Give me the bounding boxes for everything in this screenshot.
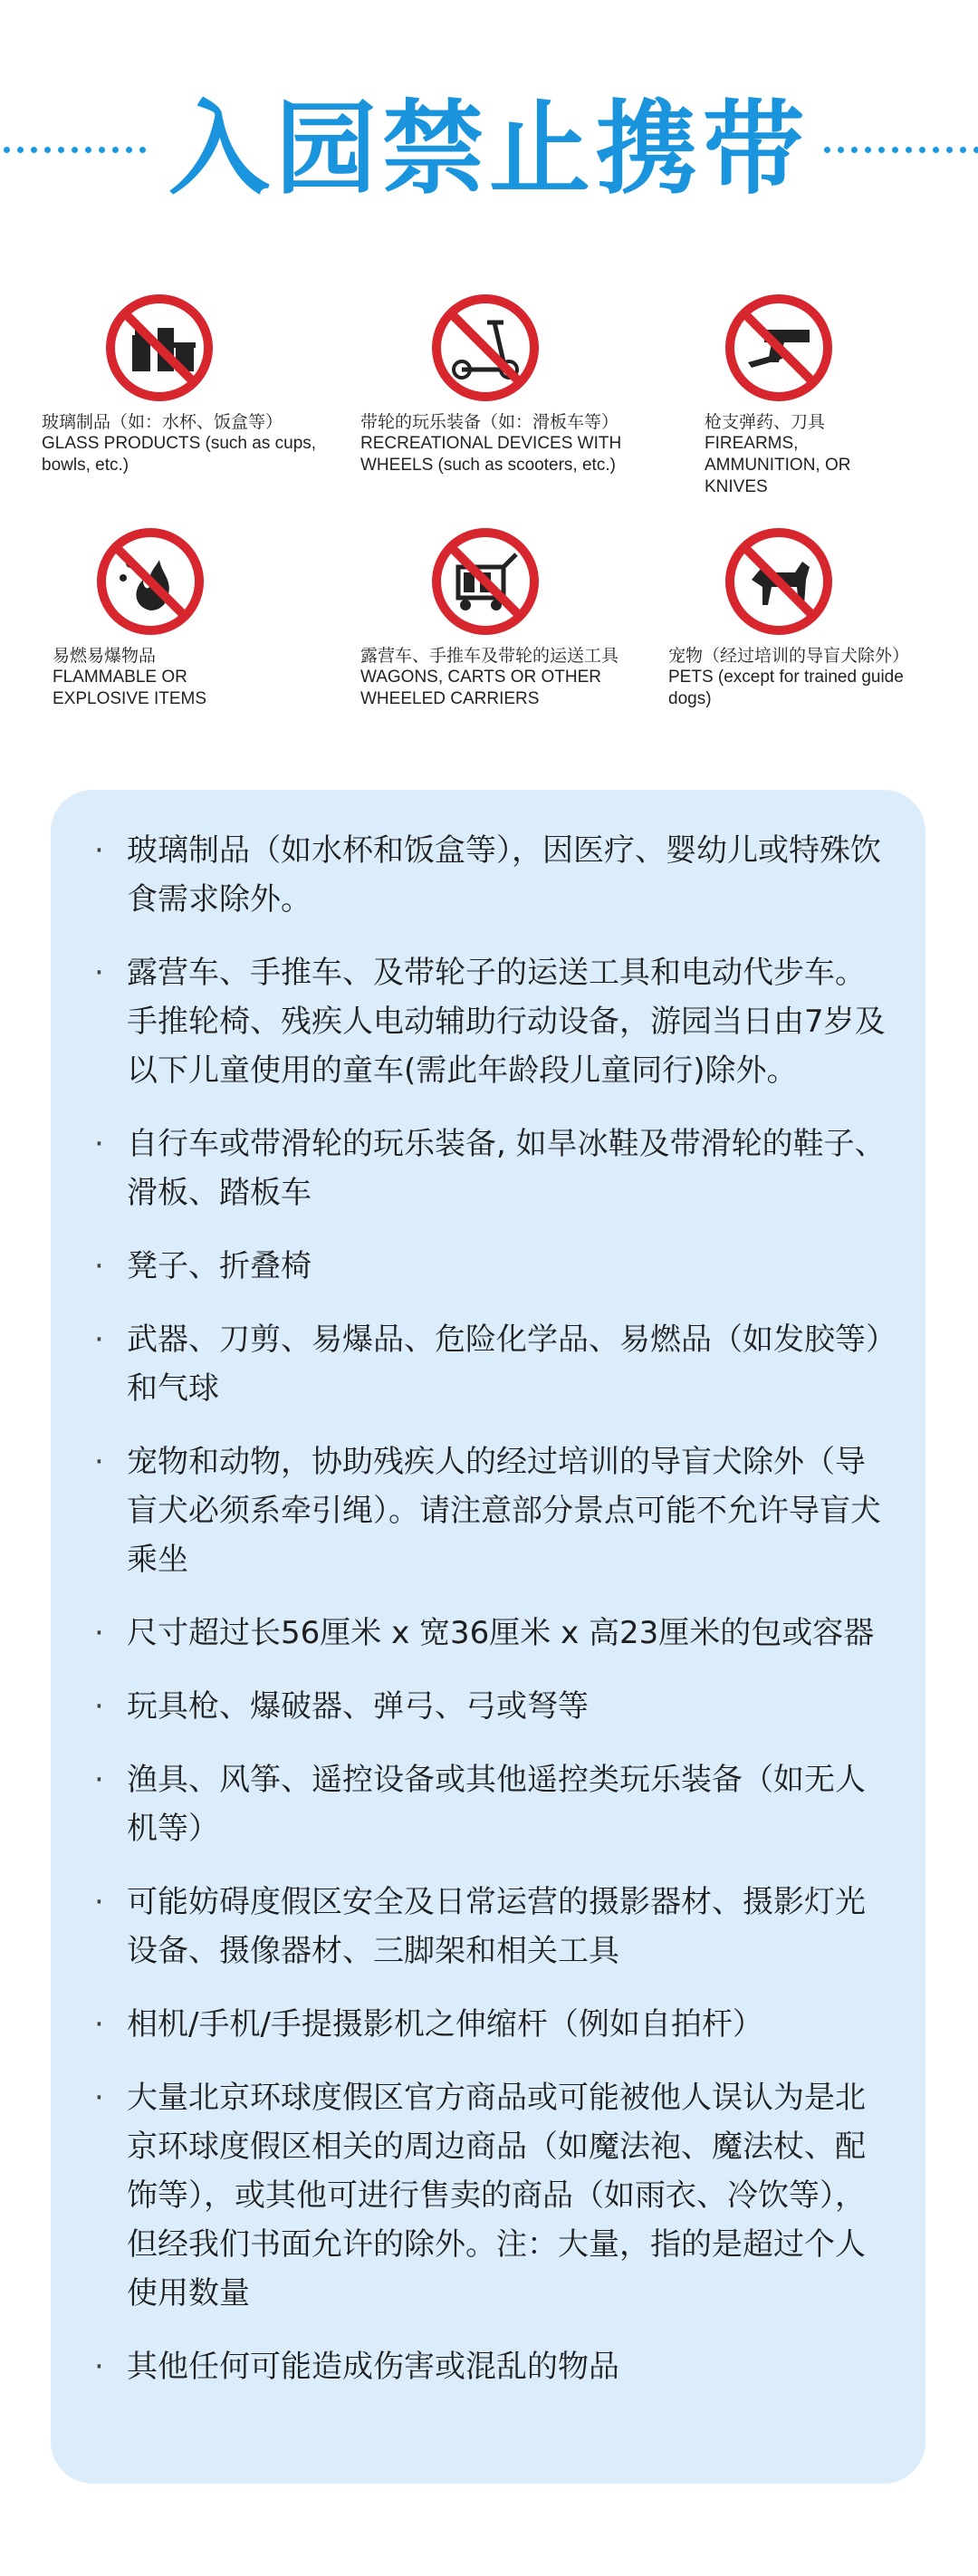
decorative-dot <box>960 147 966 153</box>
decorative-dot <box>72 147 78 153</box>
bullet-dot: · <box>94 832 104 869</box>
sign-pets <box>668 527 940 710</box>
decorative-dot <box>906 147 912 153</box>
gun-knife-prohibited-icon <box>724 293 833 402</box>
list-item-text: 玻璃制品（如水杯和饭盒等），因医疗、婴幼儿或特殊饮食需求除外。 <box>127 832 881 918</box>
list-item <box>51 1755 925 1853</box>
page-title: 入园禁止携带 <box>168 91 810 208</box>
prohibited-items-list <box>51 826 925 2416</box>
bullet-dot: · <box>94 2349 104 2385</box>
bullet-dot: · <box>94 1248 104 1284</box>
sign-label-en: FLAMMABLE OR EXPLOSIVE ITEMS <box>53 668 206 708</box>
bullet-dot: · <box>94 1444 104 1480</box>
bullet-dot: · <box>94 1322 104 1358</box>
sign-label-en: PETS (except for trained guide dogs) <box>668 668 904 708</box>
list-item-text: 大量北京环球度假区官方商品或可能被他人误认为是北京环球度假区相关的周边商品（如魔法袍、魔法杖、配饰等），或其他可进行售卖的商品（如雨衣、冷饮等），但经我们书面允许的除外。注：大量，指的是超过个人使用数量 <box>127 2080 866 2312</box>
bullet-dot: · <box>94 1884 104 1920</box>
list-item <box>51 948 925 1095</box>
sign-label-en: GLASS PRODUCTS (such as cups, bowls, etc.) <box>42 434 317 475</box>
list-item <box>51 1609 925 1658</box>
wagon-cart-prohibited-icon <box>431 527 540 636</box>
bullet-dot: · <box>94 1688 104 1725</box>
sign-label-en: RECREATIONAL DEVICES WITH WHEELS (such as scooters, etc.) <box>360 434 622 475</box>
list-item-text: 凳子、折叠椅 <box>127 1248 312 1284</box>
bullet-dot: · <box>94 1615 104 1651</box>
decorative-dot <box>973 147 978 153</box>
decorative-dot <box>824 147 830 153</box>
list-item <box>51 2000 925 2049</box>
decorative-dot <box>838 147 844 153</box>
flammable-prohibited-icon <box>96 527 205 636</box>
bullet-dot: · <box>94 2080 104 2116</box>
sign-wagons-carts <box>360 527 650 710</box>
sign-label-cn: 枪支弹药、刀具 <box>705 412 826 432</box>
list-item <box>51 1682 925 1731</box>
decorative-dot <box>933 147 939 153</box>
list-item-text: 宠物和动物，协助残疾人的经过培训的导盲犬除外（导盲犬必须系牵引绳）。请注意部分景点可能不允许导盲犬乘坐 <box>127 1444 881 1578</box>
decorative-dot <box>851 147 858 153</box>
decorative-dot <box>112 147 119 153</box>
decorative-dot <box>892 147 898 153</box>
decorative-dot <box>58 147 64 153</box>
list-item-text: 武器、刀剪、易爆品、危险化学品、易燃品（如发胶等）和气球 <box>127 1322 881 1407</box>
sign-label-cn: 易燃易爆物品 <box>53 646 157 666</box>
decorative-dot <box>139 147 146 153</box>
list-item <box>51 2073 925 2318</box>
list-item-text: 自行车或带滑轮的玩乐装备, 如旱冰鞋及带滑轮的鞋子、滑板、踏板车 <box>127 1126 886 1211</box>
decorative-dot <box>99 147 105 153</box>
list-item-text: 其他任何可能造成伤害或混乱的物品 <box>127 2349 619 2385</box>
sign-label-en: FIREARMS, AMMUNITION, OR KNIVES <box>705 434 851 496</box>
sign-label-cn: 带轮的玩乐装备（如：滑板车等） <box>360 412 619 432</box>
page-header <box>0 54 978 254</box>
decorative-dot <box>919 147 925 153</box>
list-item <box>51 826 925 924</box>
list-item-text: 渔具、风筝、遥控设备或其他遥控类玩乐装备（如无人机等） <box>127 1762 866 1847</box>
sign-label-cn: 露营车、手推车及带轮的运送工具 <box>360 646 619 666</box>
sign-recreational-devices <box>360 293 650 476</box>
sign-glass-products <box>42 293 340 476</box>
bullet-dot: · <box>94 1762 104 1798</box>
list-item-text: 露营车、手推车、及带轮子的运送工具和电动代步车。手推轮椅、残疾人电动辅助行动设备，游园当日由7岁及以下儿童使用的童车(需此年龄段儿童同行)除外。 <box>127 955 886 1089</box>
list-item-text: 可能妨碍度假区安全及日常运营的摄影器材、摄影灯光设备、摄像器材、三脚架和相关工具 <box>127 1884 866 1969</box>
list-item-text: 玩具枪、爆破器、弹弓、弓或弩等 <box>127 1688 589 1725</box>
sign-firearms <box>705 293 922 498</box>
decorative-dot <box>126 147 132 153</box>
list-item <box>51 1242 925 1291</box>
sign-label-cn: 宠物（经过培训的导盲犬除外） <box>668 646 910 666</box>
sign-flammable <box>53 527 288 710</box>
decorative-dot <box>4 147 10 153</box>
list-item-text: 尺寸超过长56厘米 x 宽36厘米 x 高23厘米的包或容器 <box>127 1615 875 1651</box>
decorative-dots-left <box>0 147 154 156</box>
dog-prohibited-icon <box>724 527 833 636</box>
decorative-dot <box>31 147 37 153</box>
decorative-dot <box>878 147 885 153</box>
sign-label-en: WAGONS, CARTS OR OTHER WHEELED CARRIERS <box>360 668 602 708</box>
decorative-dots-right <box>820 147 978 156</box>
decorative-dot <box>865 147 871 153</box>
list-item <box>51 2342 925 2391</box>
sign-label-cn: 玻璃制品（如：水杯、饭盒等） <box>42 412 283 432</box>
list-item <box>51 1315 925 1413</box>
list-item-text: 相机/手机/手提摄影机之伸缩杆（例如自拍杆） <box>127 2006 763 2043</box>
list-item <box>51 1878 925 1975</box>
prohibited-items-card <box>51 790 925 2484</box>
scooter-prohibited-icon <box>431 293 540 402</box>
bullet-dot: · <box>94 1126 104 1162</box>
list-item <box>51 1437 925 1584</box>
bullet-dot: · <box>94 955 104 991</box>
decorative-dot <box>17 147 24 153</box>
glassware-prohibited-icon <box>105 293 214 402</box>
decorative-dot <box>44 147 51 153</box>
decorative-dot <box>946 147 953 153</box>
decorative-dot <box>85 147 91 153</box>
list-item <box>51 1120 925 1217</box>
bullet-dot: · <box>94 2006 104 2043</box>
